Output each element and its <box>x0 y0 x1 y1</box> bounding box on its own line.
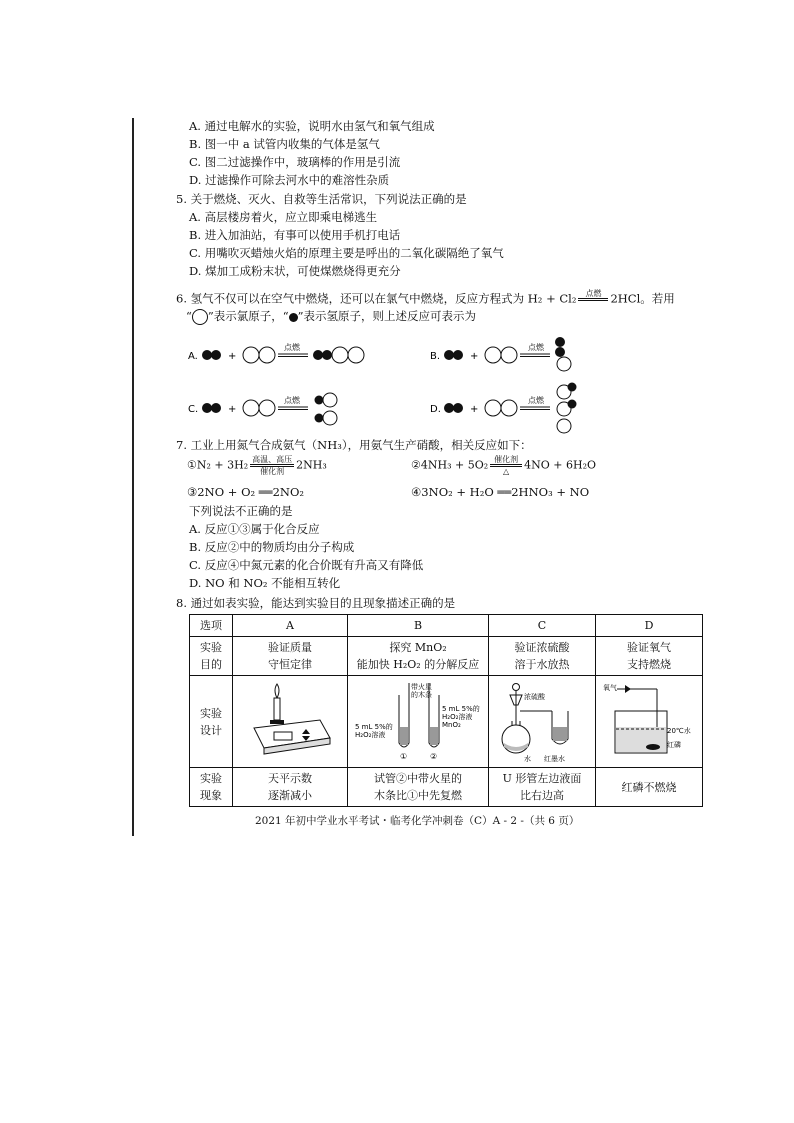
design-cell-d <box>596 676 703 768</box>
plus-sign: + <box>228 404 237 415</box>
plus-sign: + <box>470 404 479 415</box>
cond-label: 点燃 <box>284 396 300 405</box>
beaker-diagram <box>601 681 697 763</box>
splint-label-2: 的木条 <box>411 690 432 699</box>
condition-mark: 点燃 <box>578 289 608 310</box>
hydrogen-atom-icon <box>289 313 298 322</box>
cond-label: 点燃 <box>284 343 300 352</box>
tube-number-2: ② <box>430 751 438 761</box>
cl-atom <box>259 347 275 363</box>
q7-option-c: C. 反应④中氮元素的化合价既有升高又有降低 <box>189 558 424 572</box>
h-atom <box>202 350 212 360</box>
phenom-cell-c: U 形管左边液面 比右边高 <box>489 768 596 807</box>
q7-option-b: B. 反应②中的物质均由分子构成 <box>189 540 355 554</box>
q6-label-a: A. <box>188 351 198 362</box>
q8-experiment-table <box>189 614 703 807</box>
phenom-cell-a: 天平示数 逐渐减小 <box>233 768 348 807</box>
h-atom <box>211 350 221 360</box>
right-tube-label: 5 mL 5%的 <box>442 704 480 713</box>
tube-number-1: ① <box>400 751 408 761</box>
chlorine-atom-icon <box>192 309 208 325</box>
header-cell: D <box>596 615 703 637</box>
header-cell: 选项 <box>190 615 233 637</box>
cond-label: 点燃 <box>528 343 544 352</box>
phosphorus-label: 红磷 <box>667 740 681 749</box>
header-cell: C <box>489 615 596 637</box>
q6-stem: 6. 氢气不仅可以在空气中燃烧，还可以在氯气中燃烧，反应方程式为 H₂ + Cl₂ 点燃 2HCl。若用 <box>176 289 675 310</box>
q7-option-d: D. NO 和 NO₂ 不能相互转化 <box>189 576 341 590</box>
cl-atom <box>332 347 348 363</box>
acid-label: 浓硫酸 <box>524 692 545 701</box>
page-margin-line <box>132 118 134 836</box>
q6-label-b: B. <box>430 351 441 362</box>
h-atom <box>322 350 332 360</box>
q7-reaction-3: ③2NO + O₂ ══2NO₂ <box>187 485 305 499</box>
water-temp-label: 20℃水 <box>667 726 691 735</box>
purpose-cell-b: 探究 MnO₂ 能加快 H₂O₂ 的分解反应 <box>348 637 489 676</box>
table-row-purpose <box>190 637 703 676</box>
q5-option-d: D. 煤加工成粉末状，可使煤燃烧得更充分 <box>189 264 401 278</box>
phenom-cell-b: 试管②中带火星的 木条比①中先复燃 <box>348 768 489 807</box>
cond-label: 点燃 <box>528 396 544 405</box>
q7-stem: 7. 工业上用氮气合成氨气（NH₃），用氨气生产硝酸，相关反应如下： <box>176 438 532 452</box>
right-tube-label-3: MnO₂ <box>442 720 461 729</box>
page-footer: 2021 年初中学业水平考试・临考化学冲刺卷（C）A - 2 -（共 6 页） <box>255 815 580 827</box>
row-label: 实验 设计 <box>190 676 233 768</box>
cl-atom <box>243 347 259 363</box>
phenom-cell-d: 红磷不燃烧 <box>596 768 703 807</box>
oxygen-label: 氧气 <box>603 683 617 692</box>
table-header-row <box>190 615 703 637</box>
plus-sign: + <box>228 351 237 362</box>
ink-label: 红墨水 <box>544 754 565 763</box>
left-tube-label-2: H₂O₂溶液 <box>355 730 386 739</box>
q4-option-b: B. 图一中 a 试管内收集的气体是氢气 <box>189 137 380 151</box>
u-tube-diagram <box>494 681 590 763</box>
row-label: 实验 现象 <box>190 768 233 807</box>
q8-stem: 8. 通过如表实验，能达到实验目的且现象描述正确的是 <box>176 596 456 610</box>
right-tube-label-2: H₂O₂溶液 <box>442 712 473 721</box>
cl-atom <box>348 347 364 363</box>
design-cell-c <box>489 676 596 768</box>
q6-label-d: D. <box>430 404 441 415</box>
water-label: 水 <box>524 754 531 763</box>
q6-diagrams <box>180 330 620 440</box>
q7-reaction-1: ①N₂ + 3H₂ 高温、高压 催化剂 2NH₃ <box>187 455 327 476</box>
q7-option-a: A. 反应①③属于化合反应 <box>189 522 320 536</box>
design-cell-b <box>348 676 489 768</box>
left-tube-label: 5 mL 5%的 <box>355 722 393 731</box>
purpose-cell-d: 验证氧气 支持燃烧 <box>596 637 703 676</box>
q7-reaction-4: ④3NO₂ + H₂O ══2HNO₃ + NO <box>411 485 590 499</box>
balance-candle-diagram <box>240 678 340 760</box>
purpose-cell-a: 验证质量 守恒定律 <box>233 637 348 676</box>
plus-sign: + <box>470 351 479 362</box>
q4-option-c: C. 图二过滤操作中，玻璃棒的作用是引流 <box>189 155 401 169</box>
test-tube-diagram <box>353 681 483 763</box>
q4-option-d: D. 过滤操作可除去河水中的难溶性杂质 <box>189 173 390 187</box>
splint-label: 带火星 <box>411 682 432 691</box>
q6-label-c: C. <box>188 404 199 415</box>
q4-option-a: A. 通过电解水的实验，说明水由氢气和氧气组成 <box>189 119 435 133</box>
q5-option-b: B. 进入加油站，有事可以使用手机打电话 <box>189 228 401 242</box>
q5-option-c: C. 用嘴吹灭蜡烛火焰的原理主要是呼出的二氧化碳隔绝了氧气 <box>189 246 504 260</box>
purpose-cell-c: 验证浓硫酸 溶于水放热 <box>489 637 596 676</box>
table-row-phenomenon <box>190 768 703 807</box>
design-cell-a <box>233 676 348 768</box>
header-cell: A <box>233 615 348 637</box>
row-label: 实验 目的 <box>190 637 233 676</box>
q7-sub-stem: 下列说法不正确的是 <box>189 504 293 518</box>
header-cell: B <box>348 615 489 637</box>
table-row-design <box>190 676 703 768</box>
h-atom <box>313 350 323 360</box>
q5-option-a: A. 高层楼房着火，应立即乘电梯逃生 <box>189 210 378 224</box>
q7-reaction-2: ②4NH₃ + 5O₂ 催化剂 △ 4NO + 6H₂O <box>411 455 596 476</box>
q6-legend: “ ”表示氯原子，“ ”表示氢原子，则上述反应可表示为 <box>186 309 477 323</box>
q5-stem: 5. 关于燃烧、灭火、自救等生活常识，下列说法正确的是 <box>176 192 467 206</box>
